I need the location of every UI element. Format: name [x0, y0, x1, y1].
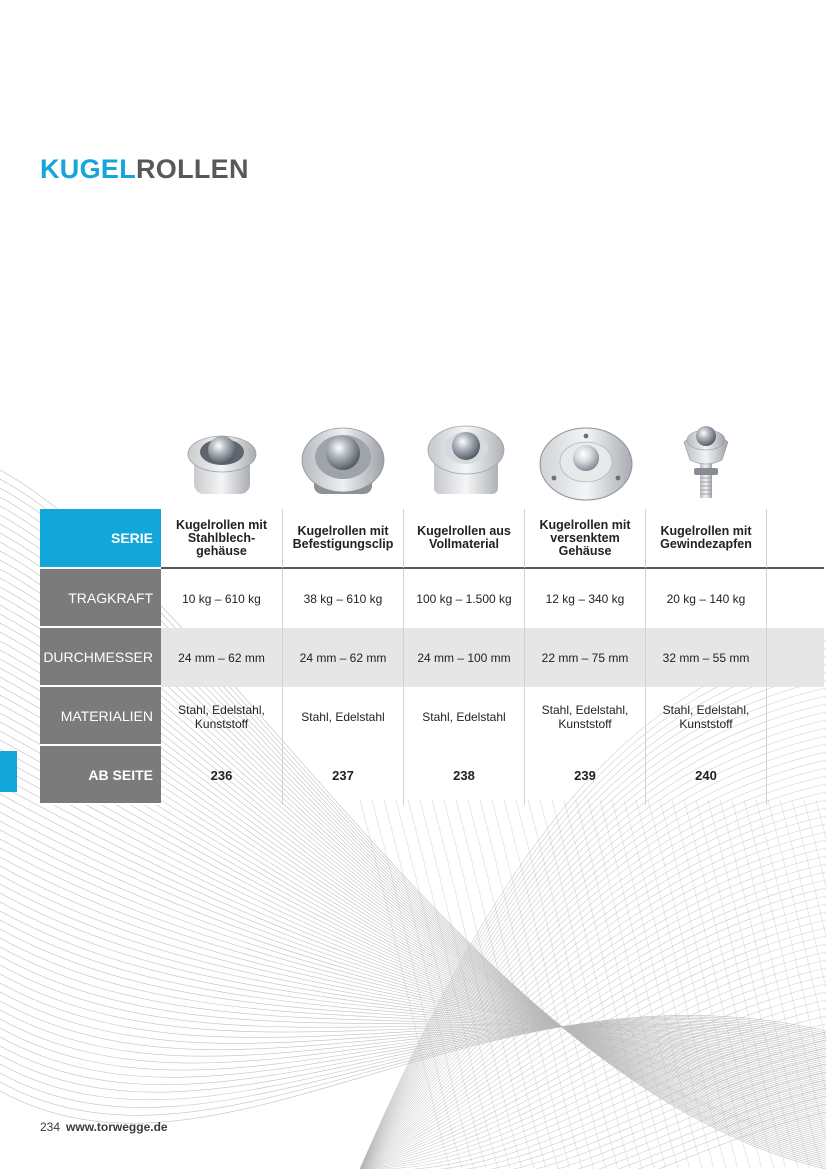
row-header-tragkraft: TRAGKRAFT	[40, 569, 161, 628]
cell-materialien	[161, 687, 282, 746]
cell-text: versenktem	[550, 530, 620, 545]
table-spacer-cell	[766, 687, 824, 746]
cell-text: Befestigungsclip	[292, 537, 394, 551]
page-title-part-1: KUGEL	[40, 154, 136, 184]
cell-serie	[645, 509, 766, 569]
cell-tragkraft: 12 kg – 340 kg	[524, 569, 645, 628]
cell-page-link[interactable]: 237	[282, 746, 403, 805]
cell-tragkraft: 10 kg – 610 kg	[182, 591, 261, 606]
table-spacer-cell	[766, 569, 824, 628]
cell-materialien	[524, 687, 645, 746]
cell-page-link[interactable]: 236	[210, 767, 233, 783]
cell-tragkraft: 38 kg – 610 kg	[282, 569, 403, 628]
page-title-part-2: ROLLEN	[136, 154, 249, 184]
cell-serie	[524, 509, 645, 569]
cell-materialien	[403, 687, 524, 746]
cell-text: Kugelrollen mit	[539, 517, 631, 532]
table-row-serie	[40, 509, 824, 569]
product-image-ball-transfer-threaded-stud	[678, 420, 734, 506]
cell-text: Stahl, Edelstahl,	[662, 702, 750, 717]
cell-durchmesser: 24 mm – 62 mm	[161, 628, 282, 687]
cell-tragkraft: 100 kg – 1.500 kg	[403, 569, 524, 628]
table-row-durchmesser	[40, 628, 824, 687]
cell-text: Kugelrollen aus	[417, 524, 511, 538]
cell-serie	[282, 509, 403, 569]
table-row-ab-seite	[40, 746, 824, 805]
cell-text: Stahl, Edelstahl	[422, 709, 506, 724]
cell-text: Kugelrollen mit	[176, 517, 267, 532]
product-image-ball-transfer-flange	[538, 420, 634, 504]
table-spacer-cell	[766, 628, 824, 687]
page-title	[40, 154, 249, 185]
website-link[interactable]: www.torwegge.de	[66, 1120, 168, 1134]
page-number: 234	[40, 1120, 61, 1134]
cell-text: gehäuse	[196, 543, 247, 558]
cell-page-link[interactable]: 239	[524, 746, 645, 805]
chapter-tab-marker	[0, 751, 17, 792]
product-image-ball-transfer-solid	[424, 420, 508, 504]
cell-text: Stahlblech-	[187, 530, 256, 545]
row-header-materialien: MATERIALIEN	[40, 687, 161, 746]
cell-text: Stahl, Edelstahl,	[178, 702, 265, 717]
cell-durchmesser: 24 mm – 100 mm	[403, 628, 524, 687]
cell-durchmesser: 32 mm – 55 mm	[645, 628, 766, 687]
cell-durchmesser: 24 mm – 62 mm	[282, 628, 403, 687]
cell-text: Kugelrollen mit	[297, 524, 389, 538]
product-image-ball-transfer-clip	[300, 420, 386, 506]
row-header-durchmesser: DURCHMESSER	[40, 628, 161, 687]
cell-text: Stahl, Edelstahl,	[541, 702, 629, 717]
cell-text: Kunststoff	[558, 716, 612, 731]
row-header-ab-seite: AB SEITE	[40, 746, 161, 805]
cell-text: Kunststoff	[679, 716, 733, 731]
cell-materialien	[282, 687, 403, 746]
cell-tragkraft: 20 kg – 140 kg	[645, 569, 766, 628]
product-image-ball-transfer-steel-housing	[180, 420, 264, 504]
cell-text: Gewindezapfen	[660, 537, 752, 551]
cell-text: Kugelrollen mit	[660, 524, 752, 538]
cell-page-link[interactable]: 240	[645, 746, 766, 805]
page-footer	[40, 1120, 168, 1134]
cell-serie	[161, 509, 282, 569]
cell-durchmesser: 22 mm – 75 mm	[524, 628, 645, 687]
cell-text: Stahl, Edelstahl	[301, 709, 385, 724]
cell-text: Gehäuse	[558, 543, 612, 558]
cell-text: Vollmaterial	[429, 537, 499, 551]
row-header-serie: SERIE	[40, 509, 161, 569]
cell-page-link[interactable]: 238	[403, 746, 524, 805]
cell-text: Kunststoff	[194, 716, 249, 731]
table-row-tragkraft	[40, 569, 824, 628]
table-spacer-cell	[766, 509, 824, 569]
cell-materialien	[645, 687, 766, 746]
table-row-materialien	[40, 687, 824, 746]
table-spacer-cell	[766, 746, 824, 805]
product-comparison-table	[40, 509, 824, 805]
cell-serie	[403, 509, 524, 569]
